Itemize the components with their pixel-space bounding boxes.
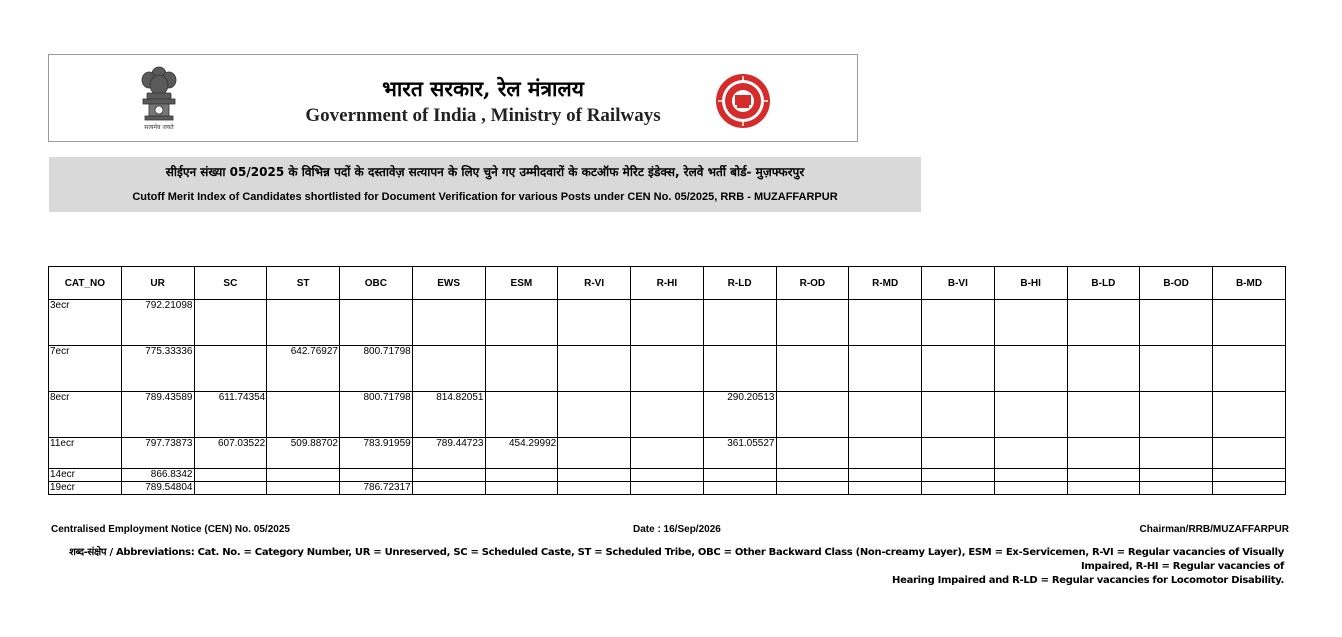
cutoff-cell — [558, 438, 631, 469]
table-header-row — [49, 267, 1286, 300]
cutoff-cell — [558, 482, 631, 495]
cat-no-cell: 11ecr — [49, 438, 122, 469]
cutoff-cell — [994, 300, 1067, 346]
cutoff-cell — [776, 346, 849, 392]
cutoff-cell — [631, 346, 704, 392]
cutoff-cell — [849, 300, 922, 346]
cat-no-cell: 7ecr — [49, 346, 122, 392]
cutoff-cell: 789.44723 — [412, 438, 485, 469]
cutoff-cell — [849, 438, 922, 469]
cutoff-cell — [1140, 300, 1213, 346]
cutoff-cell — [776, 469, 849, 482]
cutoff-cell — [922, 392, 995, 438]
column-header: R-MD — [849, 267, 922, 300]
cutoff-cell — [267, 392, 340, 438]
cutoff-cell: 775.33336 — [121, 346, 194, 392]
abbreviations-line: शब्द-संक्षेप / Abbreviations: Cat. No. = Category Number, UR = Unreserved, SC = Scheduled Caste, ST = Scheduled Tribe, OBC = Other Backward Class (Non-creamy Layer), ESM = Ex-Servicemen, R-VI = Regular vacancies of Visually Impaired, R-HI = Regular vacancies of — [69, 547, 1284, 572]
cutoff-cell — [703, 469, 776, 482]
cutoff-cell — [412, 346, 485, 392]
cen-number: Centralised Employment Notice (CEN) No. 05/2025 — [51, 524, 290, 535]
chairman-signature: Chairman/RRB/MUZAFFARPUR — [1139, 524, 1289, 535]
abbreviations-note — [56, 546, 1284, 588]
cutoff-cell — [994, 438, 1067, 469]
table-row — [49, 482, 1286, 495]
cutoff-cell — [631, 438, 704, 469]
cutoff-cell: 290.20513 — [703, 392, 776, 438]
table-row — [49, 346, 1286, 392]
cutoff-cell — [922, 346, 995, 392]
cutoff-cell — [1213, 346, 1286, 392]
column-header: ESM — [485, 267, 558, 300]
cutoff-cell — [412, 482, 485, 495]
cutoff-cell — [994, 469, 1067, 482]
column-header: ST — [267, 267, 340, 300]
column-header: B-LD — [1067, 267, 1140, 300]
cutoff-cell — [340, 300, 413, 346]
cutoff-cell: 509.88702 — [267, 438, 340, 469]
cutoff-cell — [922, 300, 995, 346]
cutoff-cell: 786.72317 — [340, 482, 413, 495]
cutoff-cell — [1067, 392, 1140, 438]
cutoff-cell: 361.05527 — [703, 438, 776, 469]
cutoff-cell: 800.71798 — [340, 346, 413, 392]
cutoff-cell — [631, 469, 704, 482]
cutoff-cell — [1140, 469, 1213, 482]
emblem-caption: सत्यमेव जयते — [144, 124, 174, 131]
cutoff-cell — [776, 482, 849, 495]
letterhead — [48, 54, 858, 142]
cutoff-cell — [194, 482, 267, 495]
cutoff-cell — [412, 300, 485, 346]
cutoff-cell — [922, 469, 995, 482]
column-header: SC — [194, 267, 267, 300]
cutoff-cell — [485, 300, 558, 346]
notice-title-hindi: सीईएन संख्या 05/2025 के विभिन्न पदों के दस्तावेज़ सत्यापन के लिए चुने गए उम्मीदवारों के कटऑफ मेरिट इंडेक्स, रेलवे भर्ती बोर्ड- मुज़फ्फरपुर — [165, 165, 805, 179]
table-row — [49, 438, 1286, 469]
cutoff-cell — [1067, 346, 1140, 392]
table-row — [49, 300, 1286, 346]
column-header: CAT_NO — [49, 267, 122, 300]
cutoff-cell — [485, 482, 558, 495]
cutoff-cell — [703, 300, 776, 346]
government-title-hindi: भारत सरकार, रेल मंत्रालय — [382, 76, 584, 101]
cutoff-cell: 797.73873 — [121, 438, 194, 469]
column-header: B-MD — [1213, 267, 1286, 300]
cutoff-merit-table — [48, 266, 1286, 495]
cutoff-cell — [922, 438, 995, 469]
column-header: UR — [121, 267, 194, 300]
cutoff-cell — [703, 346, 776, 392]
cutoff-cell — [1213, 438, 1286, 469]
cutoff-cell — [485, 392, 558, 438]
cutoff-cell — [485, 346, 558, 392]
cutoff-cell — [1067, 469, 1140, 482]
column-header: B-OD — [1140, 267, 1213, 300]
cutoff-cell — [849, 346, 922, 392]
cutoff-cell: 789.54804 — [121, 482, 194, 495]
cutoff-cell — [1213, 300, 1286, 346]
cutoff-cell — [194, 346, 267, 392]
cutoff-cell — [194, 469, 267, 482]
cutoff-cell — [922, 482, 995, 495]
column-header: B-VI — [922, 267, 995, 300]
cutoff-cell — [558, 469, 631, 482]
cutoff-cell — [1067, 438, 1140, 469]
notice-title-band — [49, 157, 921, 212]
column-header: B-HI — [994, 267, 1067, 300]
table-row — [49, 392, 1286, 438]
cutoff-cell — [849, 469, 922, 482]
cutoff-cell — [849, 392, 922, 438]
column-header: R-OD — [776, 267, 849, 300]
cutoff-cell — [1140, 482, 1213, 495]
cutoff-cell — [849, 482, 922, 495]
cutoff-cell — [631, 482, 704, 495]
cutoff-cell: 783.91959 — [340, 438, 413, 469]
cutoff-cell — [267, 300, 340, 346]
cutoff-cell — [1140, 346, 1213, 392]
cat-no-cell: 19ecr — [49, 482, 122, 495]
cutoff-cell: 607.03522 — [194, 438, 267, 469]
cutoff-cell: 454.29992 — [485, 438, 558, 469]
column-header: R-HI — [631, 267, 704, 300]
cutoff-cell — [558, 392, 631, 438]
cutoff-cell — [485, 469, 558, 482]
cutoff-cell — [776, 438, 849, 469]
cutoff-cell: 814.82051 — [412, 392, 485, 438]
indian-railways-logo-icon — [715, 73, 771, 129]
cutoff-cell — [1140, 392, 1213, 438]
cutoff-cell — [1213, 392, 1286, 438]
cutoff-cell: 642.76927 — [267, 346, 340, 392]
cutoff-cell: 800.71798 — [340, 392, 413, 438]
cutoff-cell — [994, 346, 1067, 392]
cutoff-cell — [1140, 438, 1213, 469]
cutoff-cell — [1213, 469, 1286, 482]
table-row — [49, 469, 1286, 482]
cutoff-cell — [194, 300, 267, 346]
column-header: R-LD — [703, 267, 776, 300]
notice-title-english: Cutoff Merit Index of Candidates shortlisted for Document Verification for various Posts under CEN No. 05/2025, RRB - MUZAFFARPUR — [132, 191, 838, 203]
column-header: R-VI — [558, 267, 631, 300]
cutoff-cell — [994, 392, 1067, 438]
cutoff-cell — [558, 300, 631, 346]
cutoff-cell — [994, 482, 1067, 495]
cutoff-cell — [412, 469, 485, 482]
cutoff-cell — [776, 392, 849, 438]
notice-date: Date : 16/Sep/2026 — [633, 524, 721, 535]
cutoff-cell — [267, 482, 340, 495]
cutoff-cell — [631, 392, 704, 438]
cutoff-cell: 792.21098 — [121, 300, 194, 346]
cutoff-cell — [340, 469, 413, 482]
cat-no-cell: 14ecr — [49, 469, 122, 482]
cat-no-cell: 3ecr — [49, 300, 122, 346]
cutoff-cell: 611.74354 — [194, 392, 267, 438]
cutoff-cell — [1213, 482, 1286, 495]
cutoff-cell — [267, 469, 340, 482]
cutoff-cell: 866.8342 — [121, 469, 194, 482]
cutoff-cell — [1067, 300, 1140, 346]
cutoff-cell — [558, 346, 631, 392]
column-header: EWS — [412, 267, 485, 300]
cutoff-cell — [1067, 482, 1140, 495]
cutoff-cell — [703, 482, 776, 495]
column-header: OBC — [340, 267, 413, 300]
cutoff-cell: 789.43589 — [121, 392, 194, 438]
abbreviations-line: Hearing Impaired and R-LD = Regular vacancies for Locomotor Disability. — [892, 575, 1284, 586]
government-title-english: Government of India , Ministry of Railways — [305, 105, 661, 126]
cutoff-cell — [776, 300, 849, 346]
cat-no-cell: 8ecr — [49, 392, 122, 438]
cutoff-cell — [631, 300, 704, 346]
